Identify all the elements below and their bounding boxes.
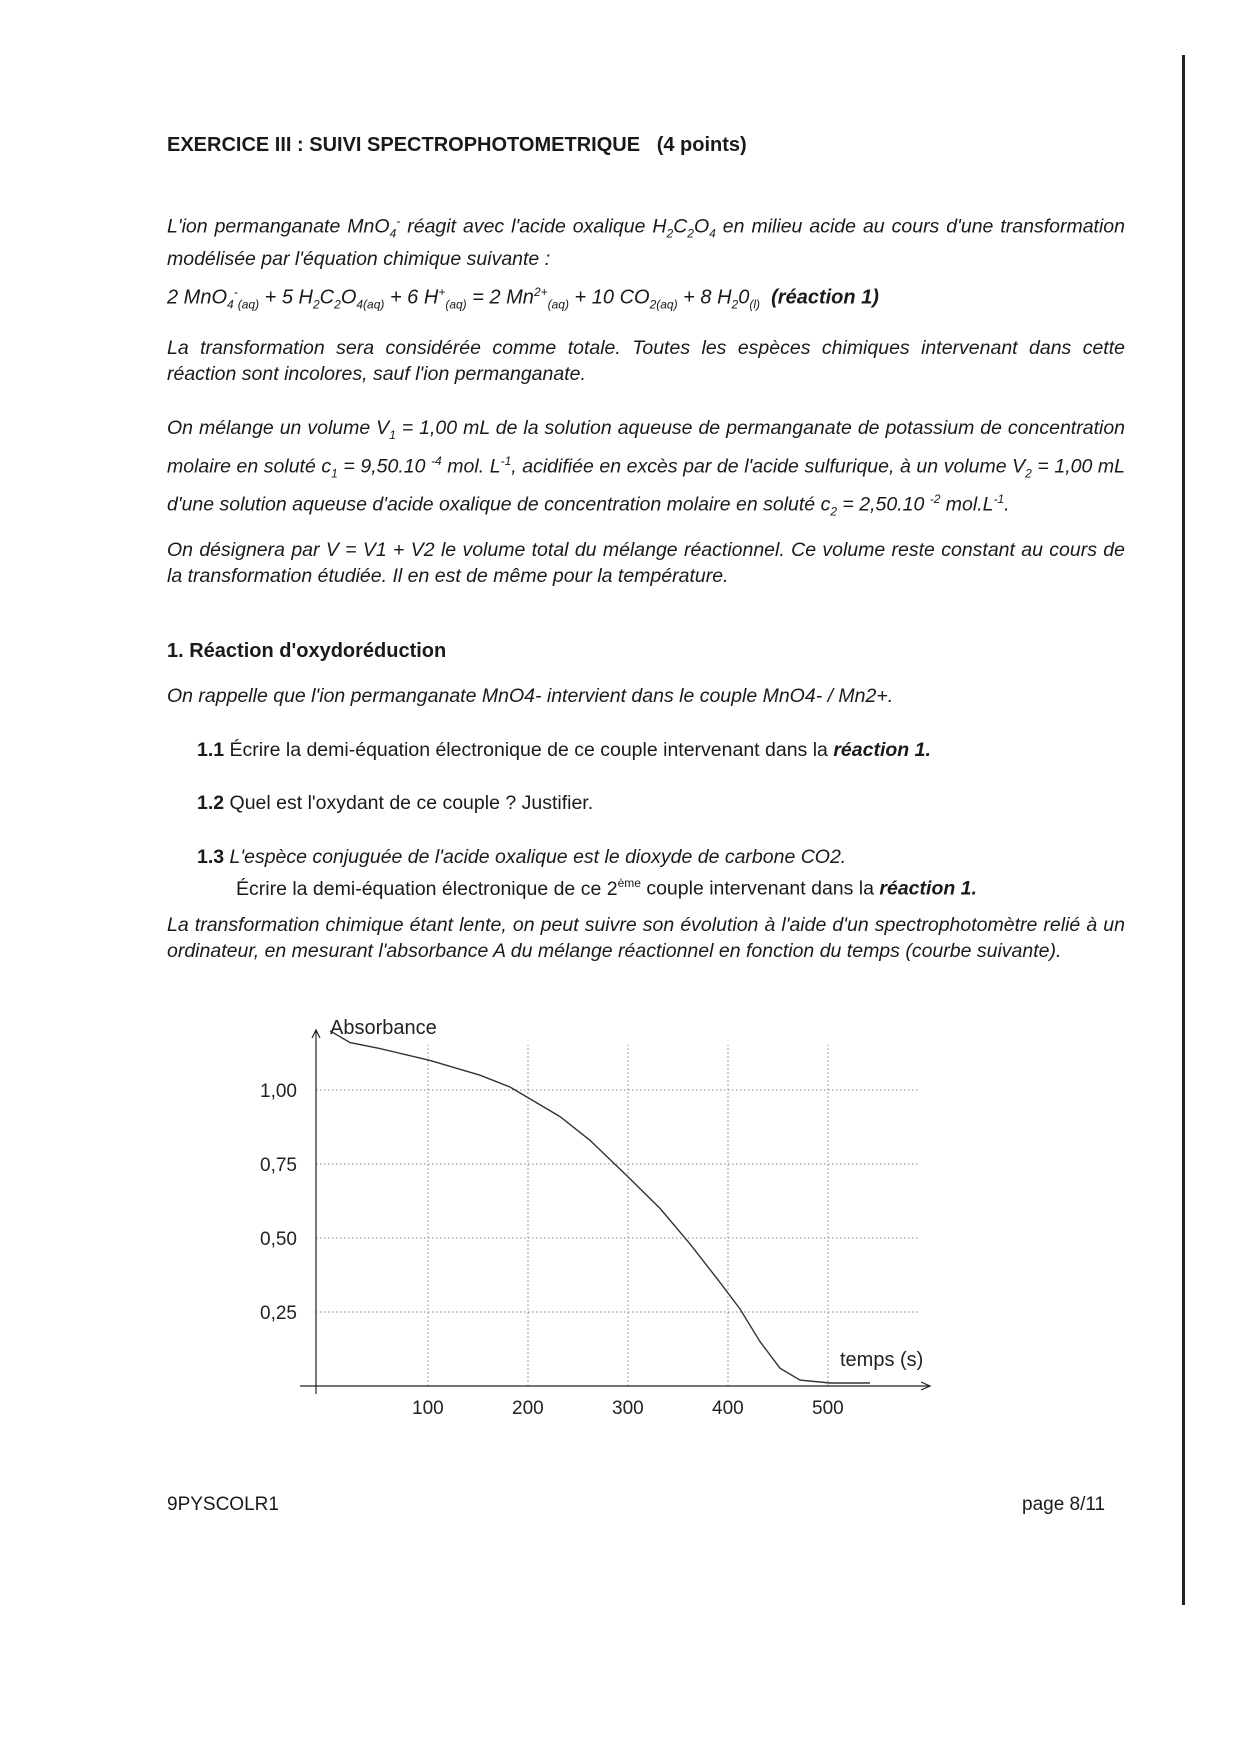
y-tick-label: 0,75 [260, 1155, 297, 1176]
absorbance-chart [250, 1010, 950, 1430]
y-tick-label: 1,00 [260, 1081, 297, 1102]
intro-paragraph-1: L'ion permanganate MnO$_4$- réagit avec l'acide oxalique $H_2C_2O_4$ en milieu acide au cours d'une transformation modélisée par l'équation chimique suivante : [167, 214, 1126, 271]
section-1-recall: On rappelle que l'ion permanganate MnO4- intervient dans le couple MnO4- / Mn2+. [167, 685, 894, 707]
chemical-equation: 2 MnO$_4$-$_{(aq)}$ + 5 $H_2C_2O_{4(aq)} + 6$ $H^+_{(aq)} = 2$ $Mn^{2+}_{(aq)} + 10$ $CO_{2(aq)} + 8$ $H_20_{(l)}$ (réaction 1) [167, 285, 879, 312]
x-tick-label: 400 [712, 1398, 744, 1419]
page-number: page 8/11 [1022, 1494, 1106, 1515]
y-axis-label: Absorbance [330, 1017, 437, 1039]
margin-line [1182, 55, 1185, 1605]
intro-paragraph-3: On mélange un volume $V_1 = 1,00$ mL de la solution aqueuse de permanganate de potassium de concentration molaire en soluté $c_1 = 9,50.10$ $^{-4}$ mol. $L^{-1}$, acidifiée en excès par de l'acide sulfurique, à un volume $V_2 = 1,00$ mL d'une solution aqueuse d'acide oxalique de concentration molaire en soluté $c_2 = 2,50.10$ $^{-2}$ $mol.L^{-1}$. [167, 417, 1126, 519]
absorbance-curve [330, 1031, 870, 1383]
y-tick-label: 0,50 [260, 1229, 297, 1250]
document-code: 9PYSCOLR1 [167, 1494, 279, 1515]
x-tick-label: 500 [812, 1398, 844, 1419]
intro-paragraph-2: La transformation sera considérée comme totale. Toutes les espèces chimiques intervenant dans cette réaction sont incolores, sauf l'ion permanganate. [167, 337, 1125, 385]
follow-paragraph: La transformation chimique étant lente, on peut suivre son évolution à l'aide d'un spectrophotomètre relié à un ordinateur, en mesurant l'absorbance A du mélange réactionnel en fonction du temps (courbe suivante). [167, 914, 1125, 962]
intro-paragraph-4: On désignera par V = V1 + V2 le volume total du mélange réactionnel. Ce volume reste constant au cours de la transformation étudiée. Il en est de même pour la température. [167, 539, 1125, 587]
question-1-3: 1.3 L'espèce conjuguée de l'acide oxalique est le dioxyde de carbone CO2. Écrire la demi-équation électronique de ce 2ème couple intervenant dans la réaction 1. [197, 846, 977, 900]
x-axis-label: temps (s) [840, 1349, 924, 1371]
x-tick-label: 300 [612, 1398, 644, 1419]
exercise-title: EXERCICE III : SUIVI SPECTROPHOTOMETRIQUE (4 points) [167, 134, 747, 156]
x-tick-label: 200 [512, 1398, 544, 1419]
section-1-title: 1. Réaction d'oxydoréduction [167, 640, 447, 662]
chart-grid [316, 1045, 920, 1386]
x-tick-label: 100 [412, 1398, 444, 1419]
y-tick-label: 0,25 [260, 1303, 297, 1324]
question-1-2: 1.2 Quel est l'oxydant de ce couple ? Justifier. [197, 792, 594, 814]
question-1-1: 1.1 Écrire la demi-équation électronique de ce couple intervenant dans la réaction 1. [197, 739, 931, 761]
